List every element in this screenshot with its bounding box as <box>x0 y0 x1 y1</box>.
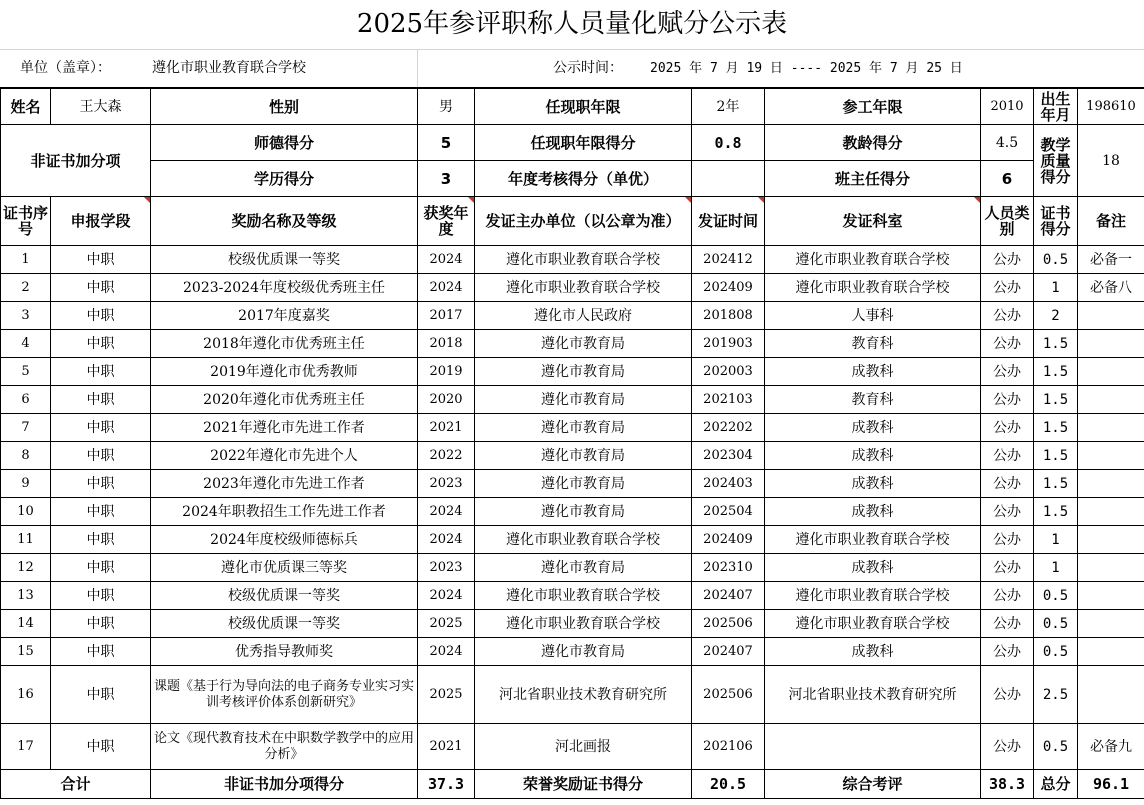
cert-stage: 中职 <box>51 666 151 724</box>
cert-type: 公办 <box>981 358 1034 386</box>
table-row <box>1 358 1144 386</box>
table-row <box>1 246 1144 274</box>
cert-note <box>1078 554 1144 582</box>
cert-issuer: 遵化市职业教育联合学校 <box>475 246 692 274</box>
info-row <box>1 89 1144 125</box>
column-header-row <box>1 197 1144 246</box>
cert-issuer: 遵化市教育局 <box>475 638 692 666</box>
cert-award: 2020年遵化市优秀班主任 <box>151 386 418 414</box>
cert-issuer: 遵化市教育局 <box>475 358 692 386</box>
cert-note <box>1078 330 1144 358</box>
cert-award: 优秀指导教师奖 <box>151 638 418 666</box>
cert-score: 2 <box>1034 302 1078 330</box>
cert-award: 遵化市优质课三等奖 <box>151 554 418 582</box>
cert-issuer: 遵化市人民政府 <box>475 302 692 330</box>
col-header-award: 奖励名称及等级 <box>151 197 418 246</box>
cert-note <box>1078 470 1144 498</box>
col-header-date: 发证时间 <box>692 197 765 246</box>
cert-stage: 中职 <box>51 470 151 498</box>
cert-issuer: 遵化市教育局 <box>475 330 692 358</box>
table-row <box>1 498 1144 526</box>
cert-dept: 教育科 <box>765 386 981 414</box>
cert-date: 202407 <box>692 582 765 610</box>
cert-award: 2024年度校级师德标兵 <box>151 526 418 554</box>
cert-type: 公办 <box>981 666 1034 724</box>
cert-year: 2025 <box>418 666 475 724</box>
cert-stage: 中职 <box>51 246 151 274</box>
cert-stage: 中职 <box>51 638 151 666</box>
seniority-value: 4.5 <box>981 125 1034 161</box>
total-label: 合计 <box>1 770 151 799</box>
cert-issuer: 遵化市教育局 <box>475 554 692 582</box>
cert-stage: 中职 <box>51 414 151 442</box>
cert-year: 2023 <box>418 470 475 498</box>
cert-stage: 中职 <box>51 386 151 414</box>
tenure-value: 2年 <box>692 89 765 125</box>
table-row <box>1 302 1144 330</box>
col-header-dept: 发证科室 <box>765 197 981 246</box>
cert-issuer: 遵化市职业教育联合学校 <box>475 526 692 554</box>
cert-stage: 中职 <box>51 582 151 610</box>
cert-no: 10 <box>1 498 51 526</box>
gender-value: 男 <box>418 89 475 125</box>
non-cert-total-value: 37.3 <box>418 770 475 799</box>
cert-score: 1 <box>1034 274 1078 302</box>
cert-score: 0.5 <box>1034 246 1078 274</box>
cert-date: 202310 <box>692 554 765 582</box>
cert-score: 1.5 <box>1034 498 1078 526</box>
cert-score: 0.5 <box>1034 582 1078 610</box>
cert-dept <box>765 724 981 770</box>
cert-type: 公办 <box>981 554 1034 582</box>
cert-issuer: 遵化市教育局 <box>475 470 692 498</box>
cert-issuer: 遵化市教育局 <box>475 442 692 470</box>
teaching-quality-label: 教学质量得分 <box>1034 125 1078 197</box>
cert-award: 2024年职教招生工作先进工作者 <box>151 498 418 526</box>
cert-award: 2021年遵化市先进工作者 <box>151 414 418 442</box>
cert-award: 2017年度嘉奖 <box>151 302 418 330</box>
cert-award: 课题《基于行为导向法的电子商务专业实习实训考核评价体系创新研究》 <box>151 666 418 724</box>
cert-award: 校级优质课一等奖 <box>151 610 418 638</box>
cert-stage: 中职 <box>51 442 151 470</box>
cert-type: 公办 <box>981 246 1034 274</box>
cert-note: 必备九 <box>1078 724 1144 770</box>
tenure-score-label: 任现职年限得分 <box>475 125 692 161</box>
annual-value <box>692 161 765 197</box>
cert-no: 8 <box>1 442 51 470</box>
cert-note <box>1078 302 1144 330</box>
cert-issuer: 遵化市职业教育联合学校 <box>475 582 692 610</box>
cert-year: 2024 <box>418 582 475 610</box>
cert-score: 0.5 <box>1034 638 1078 666</box>
cert-year: 2024 <box>418 498 475 526</box>
cert-type: 公办 <box>981 724 1034 770</box>
sum-value: 96.1 <box>1078 770 1144 799</box>
cert-stage: 中职 <box>51 610 151 638</box>
cert-date: 202304 <box>692 442 765 470</box>
cert-note <box>1078 582 1144 610</box>
table-row <box>1 414 1144 442</box>
cert-type: 公办 <box>981 302 1034 330</box>
cert-note <box>1078 638 1144 666</box>
cert-score: 1.5 <box>1034 386 1078 414</box>
score-table <box>0 88 1144 799</box>
table-row <box>1 470 1144 498</box>
cert-dept: 河北省职业技术教育研究所 <box>765 666 981 724</box>
cert-dept: 成教科 <box>765 554 981 582</box>
ethics-value: 5 <box>418 125 475 161</box>
table-row <box>1 442 1144 470</box>
publish-period: 2025 年 7 月 19 日 ---- 2025 年 7 月 25 日 <box>650 61 963 76</box>
cert-issuer: 遵化市教育局 <box>475 498 692 526</box>
cert-dept: 成教科 <box>765 442 981 470</box>
cert-issuer: 遵化市教育局 <box>475 414 692 442</box>
cert-note <box>1078 358 1144 386</box>
cert-date: 202409 <box>692 526 765 554</box>
unit-name: 遵化市职业教育联合学校 <box>152 60 306 76</box>
cert-score: 1.5 <box>1034 414 1078 442</box>
cert-dept: 遵化市职业教育联合学校 <box>765 246 981 274</box>
cert-no: 13 <box>1 582 51 610</box>
cert-date: 202409 <box>692 274 765 302</box>
non-cert-label: 非证书加分项 <box>1 125 151 197</box>
cert-score: 1.5 <box>1034 442 1078 470</box>
cert-score: 0.5 <box>1034 610 1078 638</box>
cert-note: 必备一 <box>1078 246 1144 274</box>
cert-date: 202103 <box>692 386 765 414</box>
col-header-type: 人员类别 <box>981 197 1034 246</box>
cert-year: 2019 <box>418 358 475 386</box>
table-row <box>1 274 1144 302</box>
cert-score: 0.5 <box>1034 724 1078 770</box>
cert-type: 公办 <box>981 526 1034 554</box>
cert-stage: 中职 <box>51 526 151 554</box>
cert-stage: 中职 <box>51 724 151 770</box>
cert-no: 5 <box>1 358 51 386</box>
col-header-issuer: 发证主办单位（以公章为准） <box>475 197 692 246</box>
table-row <box>1 582 1144 610</box>
work-years-label: 参工年限 <box>765 89 981 125</box>
table-row <box>1 666 1144 724</box>
cert-date: 202003 <box>692 358 765 386</box>
cert-score: 1.5 <box>1034 358 1078 386</box>
col-header-no: 证书序号 <box>1 197 51 246</box>
cert-dept: 遵化市职业教育联合学校 <box>765 526 981 554</box>
table-row <box>1 610 1144 638</box>
cert-stage: 中职 <box>51 358 151 386</box>
tenure-label: 任现职年限 <box>475 89 692 125</box>
cert-type: 公办 <box>981 498 1034 526</box>
birth-value: 198610 <box>1078 89 1144 125</box>
head-teacher-label: 班主任得分 <box>765 161 981 197</box>
education-label: 学历得分 <box>151 161 418 197</box>
cert-type: 公办 <box>981 386 1034 414</box>
annual-label: 年度考核得分（单优） <box>475 161 692 197</box>
cert-dept: 遵化市职业教育联合学校 <box>765 610 981 638</box>
cert-date: 202407 <box>692 638 765 666</box>
cert-issuer: 遵化市职业教育联合学校 <box>475 610 692 638</box>
cert-no: 11 <box>1 526 51 554</box>
cert-year: 2024 <box>418 638 475 666</box>
cert-type: 公办 <box>981 442 1034 470</box>
cert-note <box>1078 442 1144 470</box>
non-cert-row-2 <box>1 161 1144 197</box>
cert-score: 1 <box>1034 554 1078 582</box>
cert-award: 2023年遵化市先进工作者 <box>151 470 418 498</box>
cert-type: 公办 <box>981 582 1034 610</box>
cert-year: 2024 <box>418 274 475 302</box>
table-row <box>1 724 1144 770</box>
cert-year: 2024 <box>418 246 475 274</box>
cert-year: 2023 <box>418 554 475 582</box>
cert-dept: 遵化市职业教育联合学校 <box>765 582 981 610</box>
cert-note <box>1078 386 1144 414</box>
cert-dept: 成教科 <box>765 638 981 666</box>
cert-score: 1 <box>1034 526 1078 554</box>
seniority-label: 教龄得分 <box>765 125 981 161</box>
honor-total-value: 20.5 <box>692 770 765 799</box>
work-years-value: 2010 <box>981 89 1034 125</box>
name-value: 王大森 <box>51 89 151 125</box>
non-cert-row-1 <box>1 125 1144 161</box>
cert-no: 4 <box>1 330 51 358</box>
publish-label: 公示时间： <box>553 60 623 76</box>
cert-note <box>1078 526 1144 554</box>
cert-dept: 人事科 <box>765 302 981 330</box>
cert-issuer: 河北省职业技术教育研究所 <box>475 666 692 724</box>
cert-type: 公办 <box>981 610 1034 638</box>
subheader-divider <box>417 50 418 87</box>
col-header-note: 备注 <box>1078 197 1144 246</box>
cert-year: 2020 <box>418 386 475 414</box>
cert-stage: 中职 <box>51 330 151 358</box>
cert-note <box>1078 610 1144 638</box>
col-header-score: 证书得分 <box>1034 197 1078 246</box>
cert-stage: 中职 <box>51 274 151 302</box>
cert-no: 2 <box>1 274 51 302</box>
certificate-rows <box>1 246 1144 770</box>
cert-no: 3 <box>1 302 51 330</box>
cert-issuer: 河北画报 <box>475 724 692 770</box>
cert-dept: 成教科 <box>765 414 981 442</box>
evaluation-value: 38.3 <box>981 770 1034 799</box>
col-header-stage: 申报学段 <box>51 197 151 246</box>
table-row <box>1 330 1144 358</box>
head-teacher-value: 6 <box>981 161 1034 197</box>
cert-date: 202202 <box>692 414 765 442</box>
cert-dept: 成教科 <box>765 498 981 526</box>
table-row <box>1 526 1144 554</box>
cert-award: 论文《现代教育技术在中职数学教学中的应用分析》 <box>151 724 418 770</box>
gender-label: 性别 <box>151 89 418 125</box>
cert-date: 202506 <box>692 610 765 638</box>
cert-date: 202504 <box>692 498 765 526</box>
cert-year: 2021 <box>418 724 475 770</box>
cert-year: 2018 <box>418 330 475 358</box>
cert-type: 公办 <box>981 274 1034 302</box>
name-label: 姓名 <box>1 89 51 125</box>
cert-note: 必备八 <box>1078 274 1144 302</box>
ethics-label: 师德得分 <box>151 125 418 161</box>
cert-no: 6 <box>1 386 51 414</box>
cert-note <box>1078 414 1144 442</box>
cert-award: 2019年遵化市优秀教师 <box>151 358 418 386</box>
cert-no: 17 <box>1 724 51 770</box>
table-row <box>1 638 1144 666</box>
cert-no: 9 <box>1 470 51 498</box>
cert-stage: 中职 <box>51 498 151 526</box>
cert-score: 1.5 <box>1034 330 1078 358</box>
cert-year: 2017 <box>418 302 475 330</box>
cert-type: 公办 <box>981 470 1034 498</box>
cert-no: 16 <box>1 666 51 724</box>
cert-award: 2018年遵化市优秀班主任 <box>151 330 418 358</box>
cert-dept: 成教科 <box>765 470 981 498</box>
cert-date: 201903 <box>692 330 765 358</box>
cert-year: 2021 <box>418 414 475 442</box>
birth-label: 出生年月 <box>1034 89 1078 125</box>
cert-score: 1.5 <box>1034 470 1078 498</box>
cert-date: 202403 <box>692 470 765 498</box>
cert-issuer: 遵化市职业教育联合学校 <box>475 274 692 302</box>
cert-no: 7 <box>1 414 51 442</box>
unit-label: 单位（盖章）： <box>20 60 111 76</box>
cert-issuer: 遵化市教育局 <box>475 386 692 414</box>
non-cert-total-label: 非证书加分项得分 <box>151 770 418 799</box>
cert-type: 公办 <box>981 638 1034 666</box>
table-row <box>1 386 1144 414</box>
cert-date: 202506 <box>692 666 765 724</box>
cert-date: 202412 <box>692 246 765 274</box>
evaluation-label: 综合考评 <box>765 770 981 799</box>
cert-no: 12 <box>1 554 51 582</box>
cert-year: 2024 <box>418 526 475 554</box>
col-header-year: 获奖年度 <box>418 197 475 246</box>
cert-type: 公办 <box>981 414 1034 442</box>
cert-award: 校级优质课一等奖 <box>151 246 418 274</box>
cert-no: 15 <box>1 638 51 666</box>
cert-year: 2022 <box>418 442 475 470</box>
cert-award: 2022年遵化市先进个人 <box>151 442 418 470</box>
page-title: 2025年参评职称人员量化赋分公示表 <box>0 0 1144 50</box>
cert-date: 202106 <box>692 724 765 770</box>
cert-stage: 中职 <box>51 302 151 330</box>
cert-date: 201808 <box>692 302 765 330</box>
honor-total-label: 荣誉奖励证书得分 <box>475 770 692 799</box>
tenure-score-value: 0.8 <box>692 125 765 161</box>
cert-dept: 教育科 <box>765 330 981 358</box>
cert-dept: 遵化市职业教育联合学校 <box>765 274 981 302</box>
cert-note <box>1078 498 1144 526</box>
cert-type: 公办 <box>981 330 1034 358</box>
table-row <box>1 554 1144 582</box>
totals-row <box>1 770 1144 799</box>
cert-no: 1 <box>1 246 51 274</box>
cert-score: 2.5 <box>1034 666 1078 724</box>
cert-year: 2025 <box>418 610 475 638</box>
cert-no: 14 <box>1 610 51 638</box>
cert-stage: 中职 <box>51 554 151 582</box>
sheet-subheader <box>0 50 1144 88</box>
teaching-quality-value: 18 <box>1078 125 1144 197</box>
cert-dept: 成教科 <box>765 358 981 386</box>
cert-award: 校级优质课一等奖 <box>151 582 418 610</box>
cert-note <box>1078 666 1144 724</box>
cert-award: 2023-2024年度校级优秀班主任 <box>151 274 418 302</box>
education-value: 3 <box>418 161 475 197</box>
sum-label: 总分 <box>1034 770 1078 799</box>
